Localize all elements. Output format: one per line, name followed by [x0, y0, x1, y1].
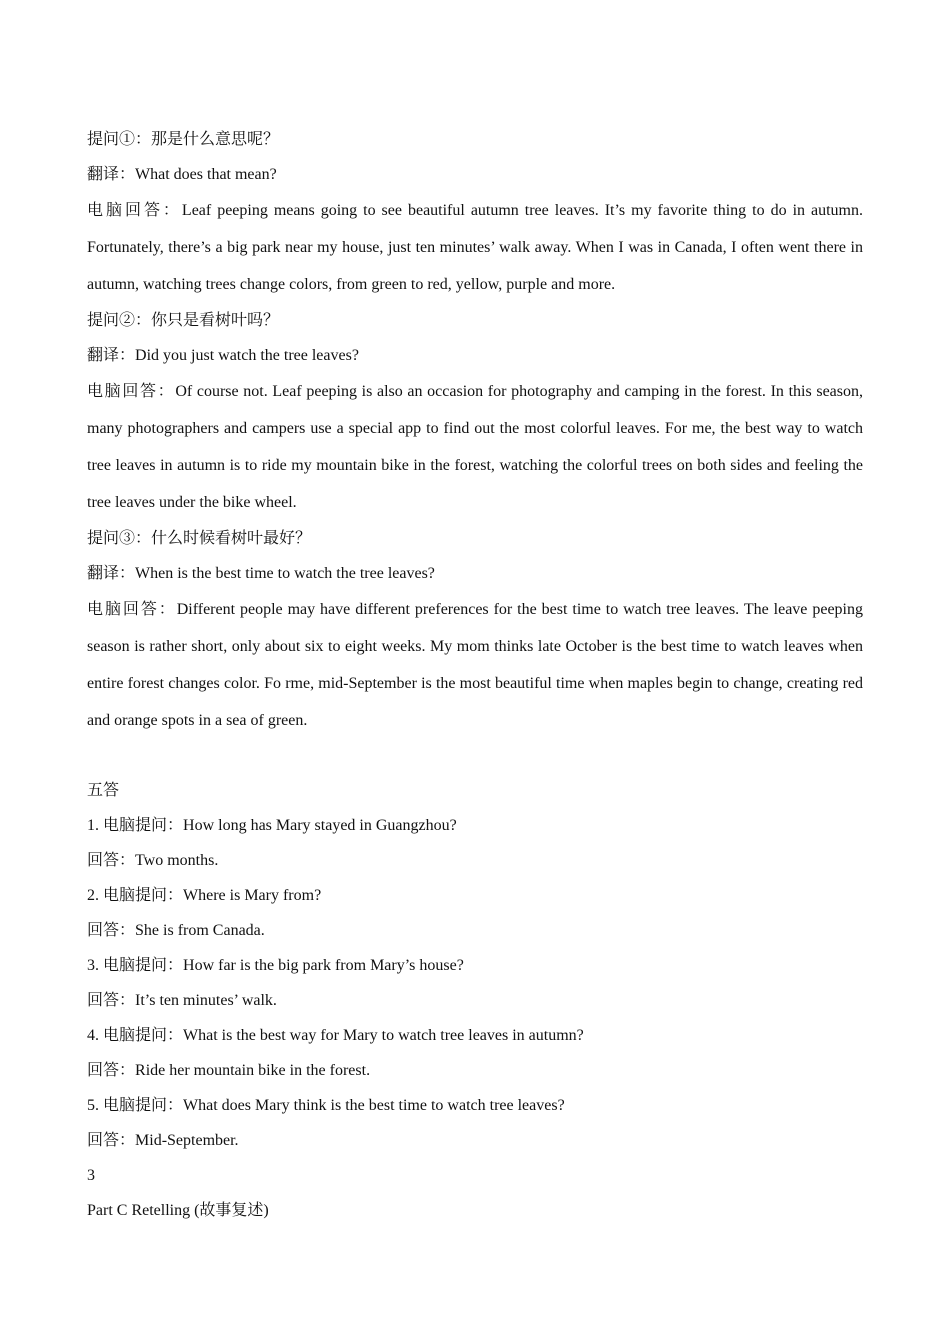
qa-question-label: 1. 电脑提问：	[87, 817, 184, 834]
qa-answer-text: Ride her mountain bike in the forest.	[135, 1062, 371, 1079]
translation-text: What does that mean?	[135, 166, 277, 183]
qa-answer-5	[87, 1123, 863, 1158]
question-text: 那是什么意思呢？	[151, 131, 280, 148]
translation-label: 翻译：	[87, 347, 136, 364]
answer-label: 电脑回答：	[87, 202, 182, 219]
qa-question-label: 5. 电脑提问：	[87, 1097, 184, 1114]
answer-label: 电脑回答：	[87, 601, 177, 618]
qa-answer-label: 回答：	[87, 1132, 136, 1149]
qa-answer-1	[87, 843, 863, 878]
question-label: 提问①：	[87, 131, 152, 148]
translation-text: Did you just watch the tree leaves?	[135, 347, 359, 364]
qa-answer-label: 回答：	[87, 922, 136, 939]
answer-text: Of course not. Leaf peeping is also an occasion for photography and camping in the forest. In this season, many photographers and campers use a special app to find out the most colorful leaves. For me, the best way to watch tree leaves in autumn is to ride my mountain bike in the forest, watching the colorful trees on both sides and feeling the tree leaves under the bike wheel.	[87, 383, 863, 511]
translation-2	[87, 338, 863, 373]
qa-question-text: How long has Mary stayed in Guangzhou?	[183, 817, 457, 834]
qa-question-2	[87, 878, 863, 913]
question-label: 提问②：	[87, 312, 152, 329]
qa-question-text: How far is the big park from Mary’s house?	[183, 957, 464, 974]
qa-answer-2	[87, 913, 863, 948]
translation-1	[87, 157, 863, 192]
qa-question-text: What is the best way for Mary to watch tree leaves in autumn?	[183, 1027, 584, 1044]
spacer	[87, 739, 863, 773]
qa-answer-text: Two months.	[135, 852, 219, 869]
answer-2	[87, 373, 863, 521]
qa-answer-label: 回答：	[87, 992, 136, 1009]
question-label: 提问③：	[87, 530, 152, 547]
answer-text: Different people may have different preferences for the best time to watch tree leaves. The leave peeping season is rather short, only about six to eight weeks. My mom thinks late October is the best time to watch leaves when entire forest changes color. Fo rme, mid-September is the most beautiful time when maples begin to change, creating red and orange spots in a sea of green.	[87, 601, 863, 729]
qa-answer-text: Mid-September.	[135, 1132, 239, 1149]
translation-label: 翻译：	[87, 565, 136, 582]
qa-answer-label: 回答：	[87, 852, 136, 869]
qa-question-3	[87, 948, 863, 983]
qa-answer-label: 回答：	[87, 1062, 136, 1079]
answer-text: Leaf peeping means going to see beautiful autumn tree leaves. It’s my favorite thing to do in autumn. Fortunately, there’s a big park near my house, just ten minutes’ walk away. When I was in Canada, I often went there in autumn, watching trees change colors, from green to red, yellow, purple and more.	[87, 202, 863, 293]
answer-label: 电脑回答：	[87, 383, 176, 400]
qa-answer-4	[87, 1053, 863, 1088]
qa-question-text: What does Mary think is the best time to watch tree leaves?	[183, 1097, 565, 1114]
qa-answer-text: She is from Canada.	[135, 922, 265, 939]
qa-answer-text: It’s ten minutes’ walk.	[135, 992, 277, 1009]
document-page	[87, 122, 863, 1228]
translation-label: 翻译：	[87, 166, 136, 183]
part-title: Part C Retelling (故事复述)	[87, 1202, 269, 1219]
qa-question-1	[87, 808, 863, 843]
answer-1	[87, 192, 863, 303]
qa-question-5	[87, 1088, 863, 1123]
qa-answer-3	[87, 983, 863, 1018]
part-number: 3	[87, 1167, 95, 1184]
answer-3	[87, 591, 863, 739]
question-3	[87, 521, 863, 556]
qa-question-label: 4. 电脑提问：	[87, 1027, 184, 1044]
qa-question-text: Where is Mary from?	[183, 887, 322, 904]
qa-question-label: 2. 电脑提问：	[87, 887, 184, 904]
translation-3	[87, 556, 863, 591]
qa-question-4	[87, 1018, 863, 1053]
question-1	[87, 122, 863, 157]
question-text: 什么时候看树叶最好？	[151, 530, 312, 547]
section-heading: 五答	[87, 782, 120, 799]
translation-text: When is the best time to watch the tree leaves?	[135, 565, 435, 582]
question-text: 你只是看树叶吗？	[151, 312, 280, 329]
qa-question-label: 3. 电脑提问：	[87, 957, 184, 974]
question-2	[87, 303, 863, 338]
